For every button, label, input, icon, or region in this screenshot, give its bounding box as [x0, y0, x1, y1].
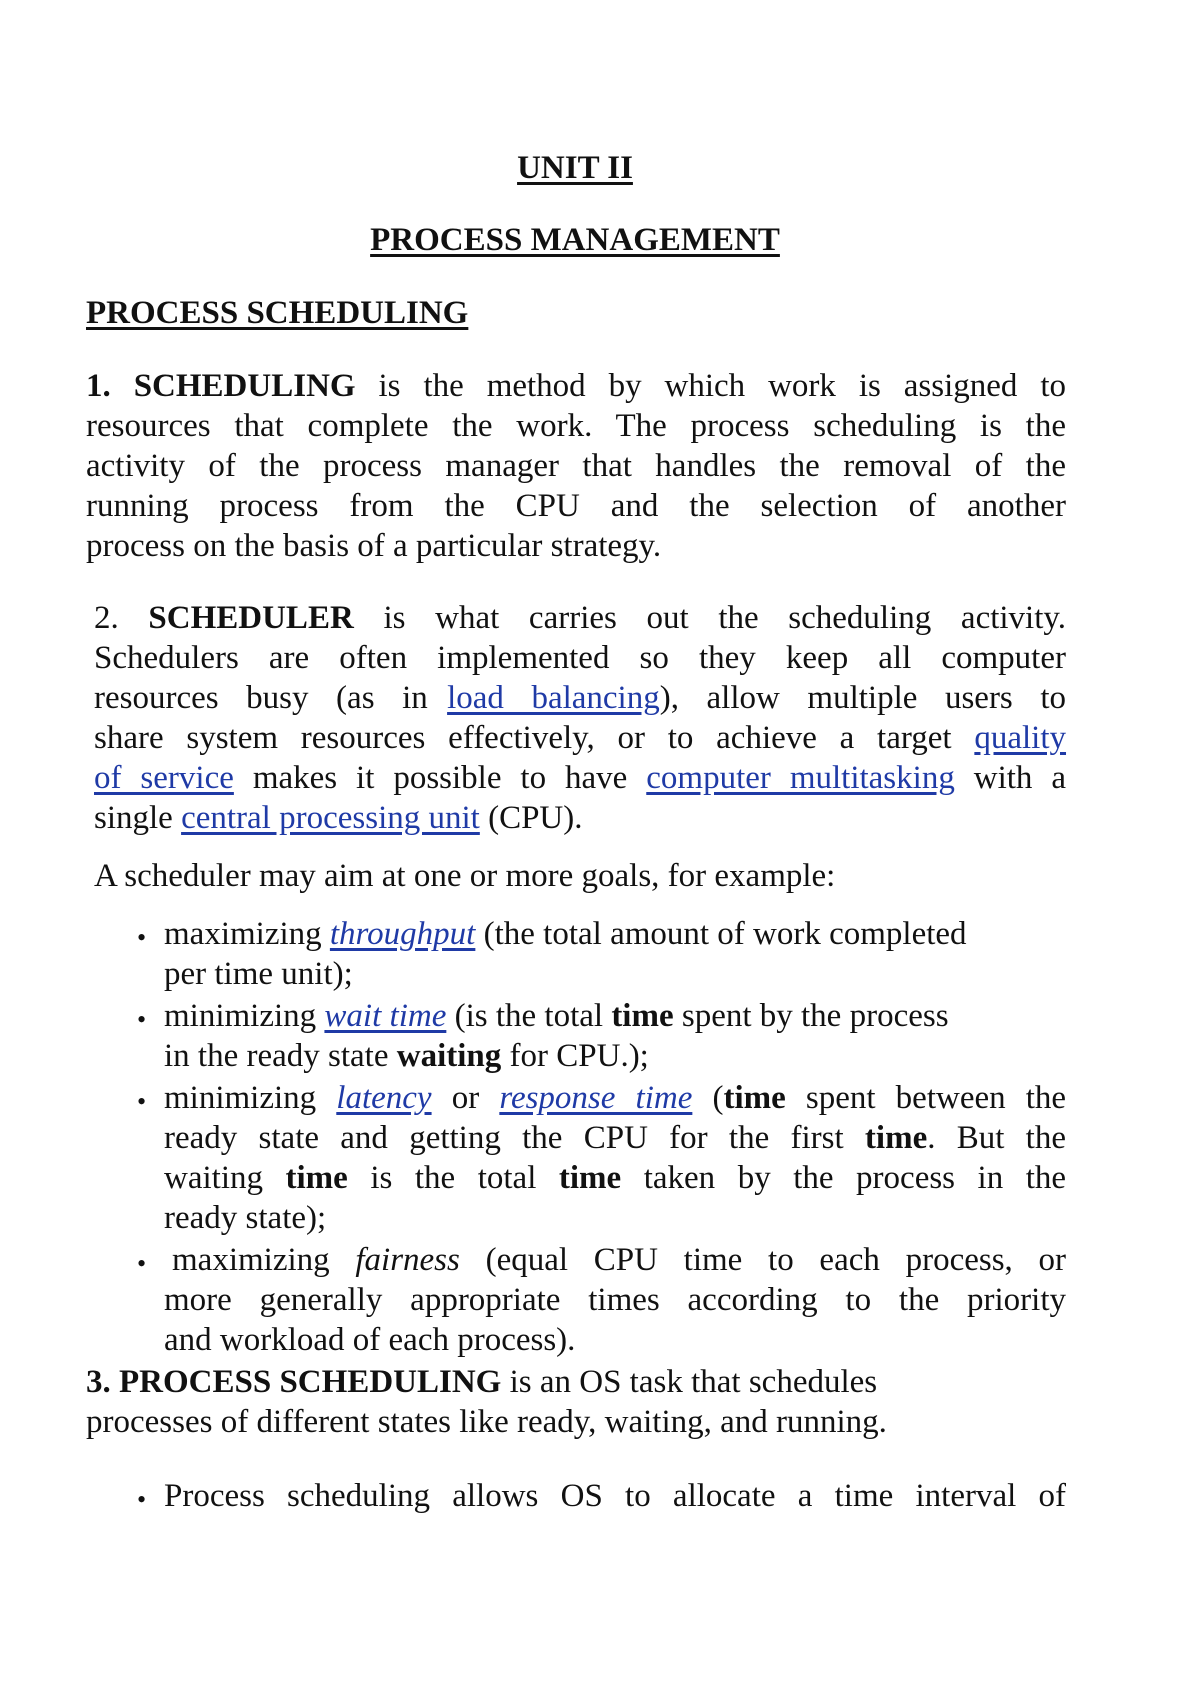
- goal-text: (: [712, 1080, 724, 1116]
- p1-text: process on the basis of a particular strategy.: [86, 528, 662, 564]
- latency-link[interactable]: latency: [336, 1080, 432, 1116]
- goal-text: ready state and getting the CPU for the first: [164, 1120, 844, 1156]
- goal-text: maximizing: [172, 1242, 330, 1278]
- goal-3-line-3: [164, 1162, 1066, 1195]
- bullet-icon: •: [137, 1087, 147, 1116]
- unit-title-text: UNIT II: [517, 150, 633, 186]
- p2-term: SCHEDULER: [148, 600, 354, 636]
- p3-line-2: [86, 1406, 887, 1439]
- goal-text: per time unit);: [164, 956, 353, 992]
- bullet-icon: •: [137, 1005, 147, 1034]
- p2-text: with a: [973, 760, 1067, 796]
- goal-text: in the ready state: [164, 1038, 389, 1074]
- goal-text: taken by the process in the: [643, 1160, 1067, 1196]
- goal-3-line-2: [164, 1122, 1066, 1155]
- last-bullet-text: Process scheduling allows OS to allocate a time interval of: [164, 1478, 1066, 1514]
- goal-bold-text: waiting: [396, 1038, 502, 1074]
- p3-term: 3. PROCESS SCHEDULING: [86, 1364, 502, 1400]
- goals-intro: [94, 860, 835, 893]
- goal-2-line-2: [164, 1040, 649, 1073]
- p3-line-1: [86, 1366, 877, 1399]
- section-title-text: PROCESS SCHEDULING: [86, 295, 469, 331]
- last-bullet-line-1: [164, 1480, 1066, 1513]
- goal-text: waiting: [164, 1160, 263, 1196]
- goal-bold-text: time: [611, 998, 674, 1034]
- wait-time-link[interactable]: wait time: [324, 998, 447, 1034]
- p2-text: Schedulers are often implemented so they keep all computer: [94, 640, 1066, 676]
- goal-bold-text: time: [285, 1160, 348, 1196]
- goal-text: spent between the: [805, 1080, 1067, 1116]
- throughput-link[interactable]: throughput: [329, 916, 476, 952]
- goal-bold-text: time: [723, 1080, 786, 1116]
- goal-3-line-4: [164, 1202, 326, 1235]
- p2-line-5: [94, 762, 1066, 795]
- p1-line-3: [86, 450, 1066, 483]
- p1-line-4: [86, 490, 1066, 523]
- goal-bold-text: time: [864, 1120, 928, 1156]
- goal-4-line-3: [164, 1324, 575, 1357]
- load-balancing-link[interactable]: load balancing: [447, 680, 660, 716]
- goal-text: (equal CPU time to each process, or: [485, 1242, 1066, 1278]
- goal-bold-text: time: [558, 1160, 622, 1196]
- goal-text: spent by the process: [681, 998, 949, 1034]
- p1-number: 1.: [86, 368, 111, 404]
- p1-text: resources that complete the work. The process scheduling is the: [86, 408, 1066, 444]
- p1-line-2: [86, 410, 1066, 443]
- p2-text: (CPU).: [488, 800, 583, 836]
- goal-4-line-2: [164, 1284, 1066, 1317]
- p1-text: is the method by which work is assigned to: [378, 368, 1067, 404]
- computer-multitasking-link[interactable]: computer multitasking: [646, 760, 955, 796]
- p1-line-5: [86, 530, 661, 563]
- p2-line-2: [94, 642, 1066, 675]
- p1-line-1: [86, 370, 1066, 403]
- p3-text: is an OS task that schedules: [509, 1364, 878, 1400]
- goal-text: (the total amount of work completed: [483, 916, 967, 952]
- p2-text: is what carries out the scheduling activity.: [383, 600, 1066, 636]
- p2-text: ), allow multiple users to: [659, 680, 1066, 716]
- p1-text: running process from the CPU and the selection of another: [86, 488, 1066, 524]
- bullet-icon: •: [137, 1485, 147, 1514]
- goal-text: more generally appropriate times according to the priority: [164, 1282, 1066, 1318]
- goal-text: ready state);: [164, 1200, 327, 1236]
- unit-title: [0, 152, 1150, 185]
- goal-text: minimizing: [164, 998, 317, 1034]
- p1-text: activity of the process manager that handles the removal of the: [86, 448, 1066, 484]
- p2-text: share system resources effectively, or to achieve a target: [94, 720, 952, 756]
- goal-4-line-1: [172, 1244, 1066, 1277]
- goal-text: maximizing: [164, 916, 322, 952]
- p2-line-6: [94, 802, 583, 835]
- goals-intro-text: A scheduler may aim at one or more goals, for example:: [94, 858, 836, 894]
- goal-text: or: [451, 1080, 480, 1116]
- goal-2-line-1: [164, 1000, 949, 1033]
- bullet-icon: •: [137, 1249, 147, 1278]
- p2-text: makes it possible to have: [252, 760, 628, 796]
- goal-text: is the total: [370, 1160, 537, 1196]
- p2-line-1: [94, 602, 1066, 635]
- goal-text: minimizing: [164, 1080, 317, 1116]
- goal-text: for CPU.);: [509, 1038, 649, 1074]
- p2-line-3: [94, 682, 1066, 715]
- goal-text: (is the total: [454, 998, 604, 1034]
- p2-text: resources busy (as in: [94, 680, 428, 716]
- p3-text: processes of different states like ready, waiting, and running.: [86, 1404, 887, 1440]
- p2-line-4: [94, 722, 1066, 755]
- response-time-link[interactable]: response time: [499, 1080, 693, 1116]
- p1-term: SCHEDULING: [133, 368, 356, 404]
- section-title: [86, 297, 468, 330]
- quality-of-service-link[interactable]: quality: [974, 720, 1067, 756]
- goal-italic-text: fairness: [355, 1242, 460, 1278]
- quality-of-service-link[interactable]: of service: [94, 760, 234, 796]
- bullet-icon: •: [137, 923, 147, 952]
- subject-title-text: PROCESS MANAGEMENT: [370, 222, 780, 258]
- goal-1-line-1: [164, 918, 967, 951]
- goal-text: and workload of each process).: [164, 1322, 576, 1358]
- goal-1-line-2: [164, 958, 353, 991]
- central-processing-unit-link[interactable]: central processing unit: [181, 800, 480, 836]
- p2-text: single: [94, 800, 173, 836]
- p2-number: 2.: [94, 600, 119, 636]
- goal-3-line-1: [164, 1082, 1066, 1115]
- goal-text: . But the: [927, 1120, 1066, 1156]
- subject-title: [0, 224, 1150, 257]
